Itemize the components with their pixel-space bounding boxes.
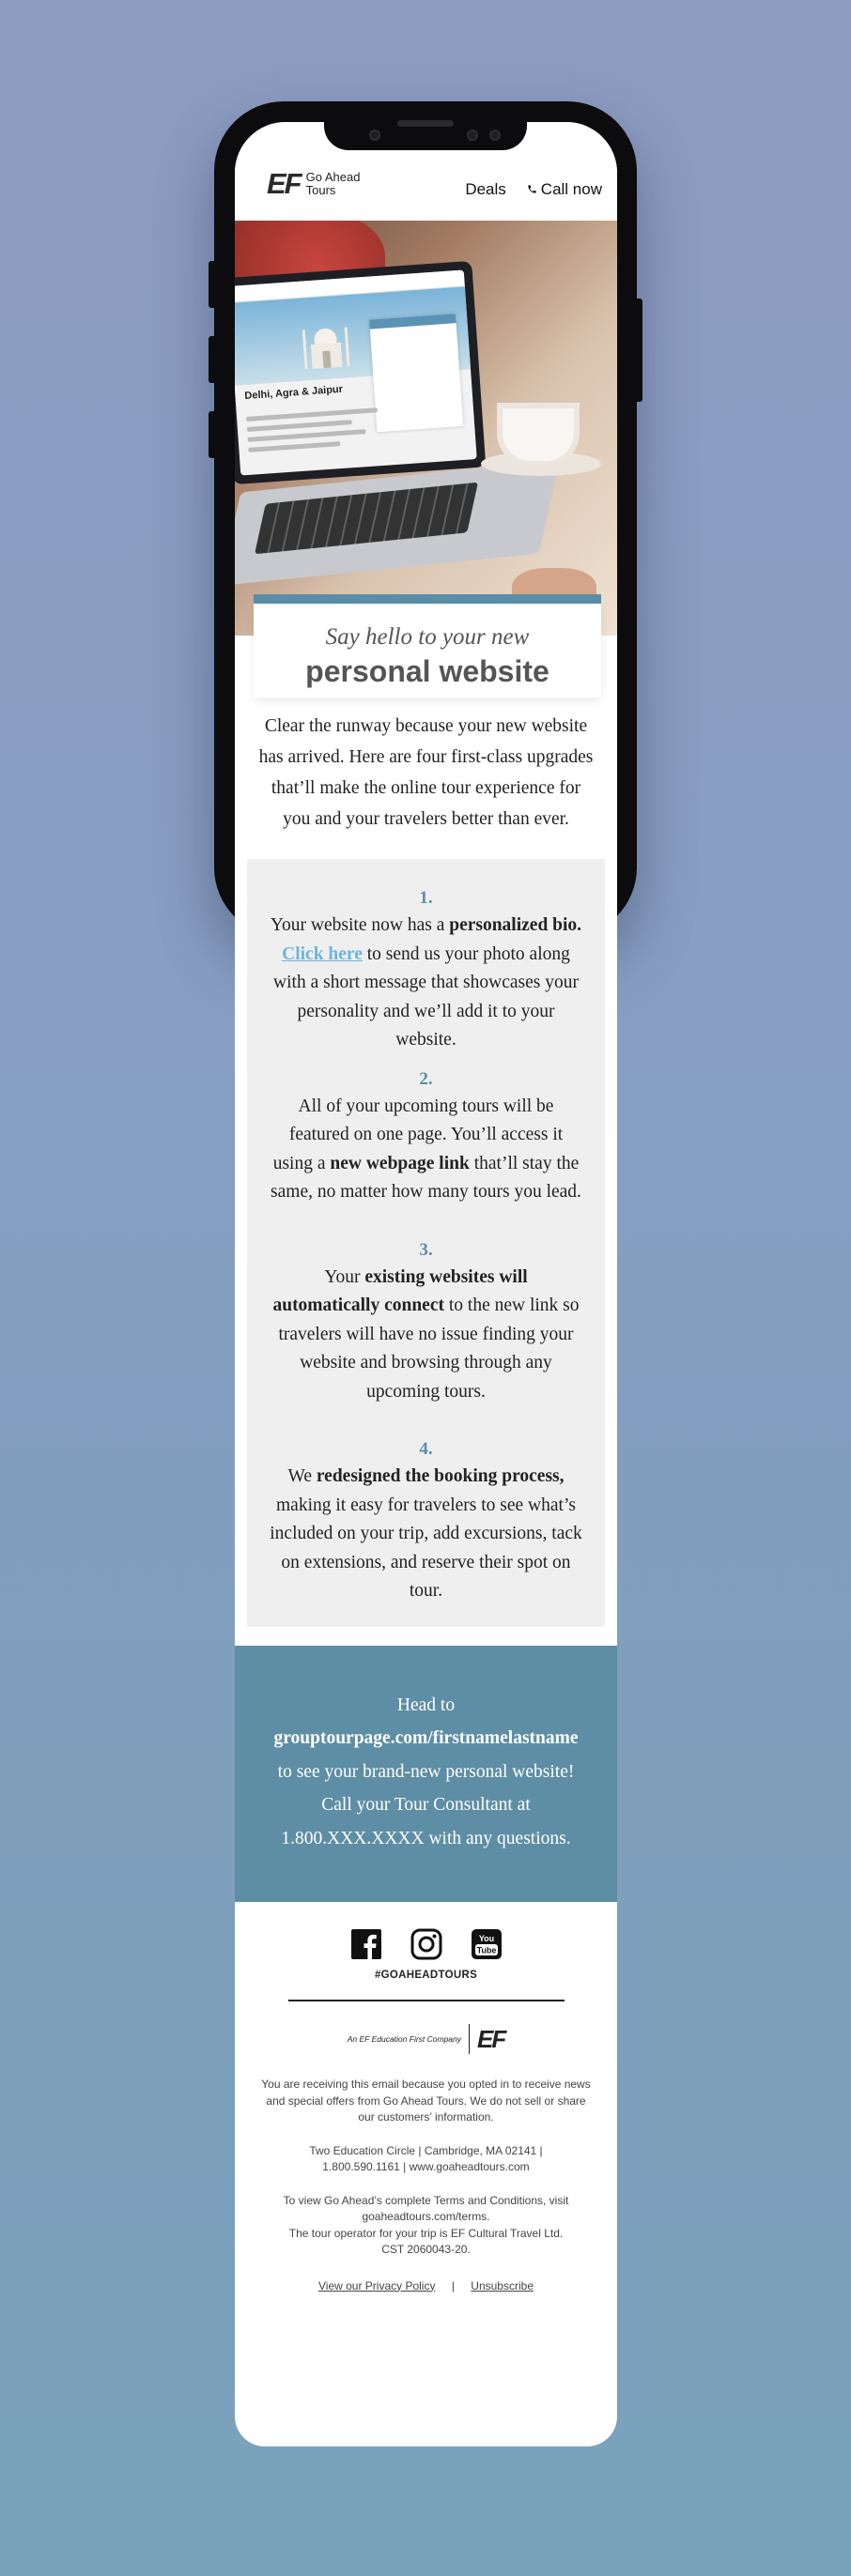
youtube-icon[interactable] (471, 1928, 503, 1960)
hashtag: #GOAHEADTOURS (374, 1970, 478, 1981)
terms-line: To view Go Ahead’s complete Terms and Conditions, visit goaheadtours.com/terms. (283, 2193, 569, 2223)
operator-line: The tour operator for your trip is EF Cultural Travel Ltd. (288, 2226, 564, 2240)
screen-tour-title: Delhi, Agra & Jaipur (244, 383, 344, 403)
privacy-policy-link[interactable]: View our Privacy Policy (317, 2278, 436, 2292)
cta-line: Head to (396, 1694, 456, 1715)
email-body (235, 122, 617, 2446)
step-number: 4. (419, 1439, 433, 1459)
hero-title: personal website (305, 654, 549, 688)
camera-icon (369, 130, 380, 141)
company-tagline: An EF Education First Company (347, 2034, 462, 2044)
phone-icon (527, 180, 537, 199)
terms-block (259, 2193, 593, 2259)
ef-logo-mark: EF (477, 2024, 505, 2053)
upgrade-item-2 (270, 1066, 582, 1207)
unsubscribe-link[interactable]: Unsubscribe (471, 2278, 534, 2292)
step-text: to send us your photo along with a short message that showcases your personality and we’ll add it to your website. (273, 943, 579, 1050)
address-line: Two Education Circle | Cambridge, MA 02141 | (309, 2143, 543, 2157)
hero-accent-strip (254, 594, 601, 604)
step-bold: personalized bio. (449, 915, 582, 935)
cta-phone-line: 1.800.XXX.XXXX with any questions. (281, 1828, 571, 1848)
legal-opt-in: You are receiving this email because you opted in to receive news and special offers from Go Ahead Tours. We do not sell or share our customers’ information. (261, 2078, 591, 2124)
upgrade-item-4 (270, 1436, 582, 1606)
hero-section (235, 221, 617, 688)
step-bold: new webpage link (330, 1153, 470, 1173)
call-now-link[interactable] (527, 180, 602, 199)
coffee-cup (503, 408, 574, 461)
svg-text:You: You (478, 1934, 494, 1943)
cta-banner (235, 1646, 617, 1903)
go-ahead-logo[interactable] (267, 169, 360, 198)
step-text: that’ll stay the same, no matter how many tours you lead. (271, 1153, 581, 1202)
step-text: All of your upcoming tours will be featured on one page. You’ll access it using a (272, 1096, 564, 1173)
sensor-icon (489, 130, 501, 141)
svg-text:Tube: Tube (476, 1945, 496, 1955)
personal-website-link[interactable]: grouptourpage.com/firstnamelastname (273, 1728, 579, 1748)
step-number: 2. (419, 1068, 433, 1089)
click-here-link[interactable]: Click here (282, 943, 363, 964)
phone-notch (324, 111, 527, 150)
step-bold: existing websites will automatically connect (272, 1266, 528, 1315)
upgrade-item-3 (270, 1237, 582, 1407)
step-number: 1. (419, 888, 433, 908)
intro-paragraph: Clear the runway because your new website has arrived. Here are four first-class upgrades that’ll make the online tour experience for you and your travelers better than ever. (258, 716, 594, 829)
legal-text (235, 2077, 617, 2259)
step-text: Your (324, 1266, 365, 1287)
instagram-icon[interactable] (410, 1928, 442, 1960)
brand-line-2: Tours (305, 182, 336, 197)
footer-links (235, 2279, 617, 2292)
cst-line: CST 2060043-20. (381, 2243, 471, 2256)
hero-laptop-photo (235, 221, 617, 636)
upgrade-item-1 (270, 885, 582, 1055)
hero-pre-title: Say hello to your new (325, 624, 530, 650)
step-text: We (287, 1466, 317, 1486)
brand-line-1: Go Ahead (305, 169, 361, 184)
sensor-icon (467, 130, 478, 141)
footer-separator: | (451, 2278, 455, 2292)
ef-logo-mark: EF (267, 167, 301, 200)
step-number: 3. (419, 1239, 433, 1260)
lockup-divider (469, 2024, 470, 2054)
facebook-icon[interactable] (350, 1928, 382, 1960)
hero-title-card (254, 604, 601, 698)
laptop-screen (235, 261, 486, 484)
cta-line: to see your brand-new personal website! (277, 1761, 575, 1782)
divider (288, 2000, 565, 2001)
step-text: Your website now has a (270, 915, 450, 935)
address-block (259, 2143, 593, 2176)
social-section (235, 1902, 617, 2054)
step-text: making it easy for travelers to see what’s included on your trip, add excursions, tack on extensions, and reserve their spot on tour. (270, 1495, 582, 1601)
header-nav (465, 180, 602, 199)
step-bold: redesigned the booking process, (316, 1466, 565, 1486)
speaker-grille (397, 120, 454, 127)
step-text: to the new link so travelers will have no issue finding your website and browsing through any upcoming tours. (278, 1296, 580, 1402)
cta-line: Call your Tour Consultant at (321, 1795, 531, 1815)
brand-name (306, 171, 361, 197)
ef-company-lockup (235, 2024, 617, 2054)
taj-mahal-icon (296, 314, 356, 374)
contact-line: 1.800.590.1161 | www.goaheadtours.com (322, 2160, 530, 2173)
upgrades-list (247, 859, 605, 1627)
deals-link[interactable]: Deals (465, 180, 506, 198)
call-now-label: Call now (540, 180, 602, 198)
